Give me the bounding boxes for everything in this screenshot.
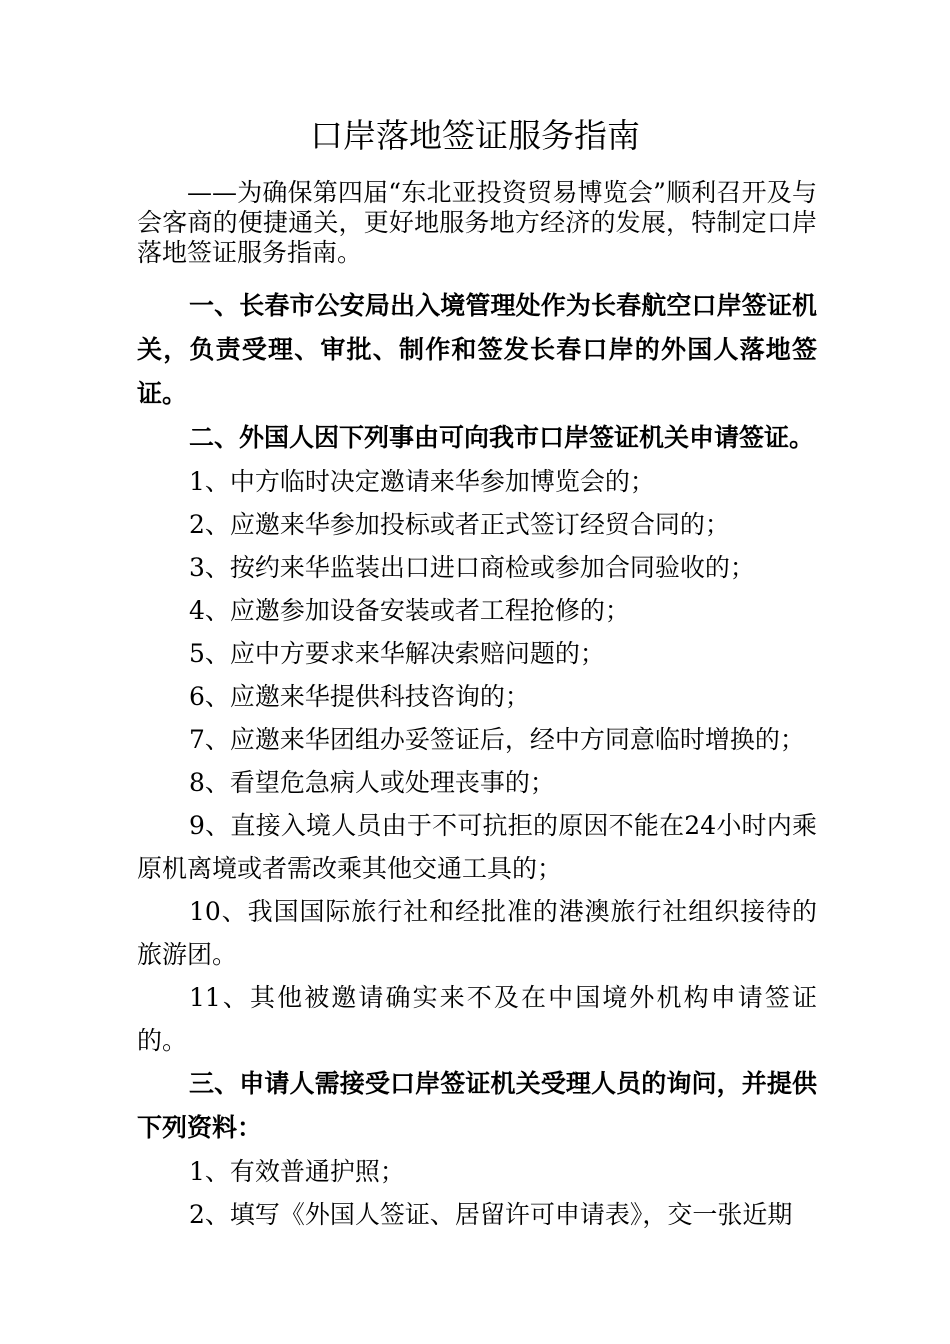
section-1-heading: 一、长春市公安局出入境管理处作为长春航空口岸签证机关，负责受理、审批、制作和签发长春口岸的外国人落地签证。 [137, 291, 817, 408]
list-item: 5、应中方要求来华解决索赔问题的； [189, 639, 605, 668]
document-title: 口岸落地签证服务指南 [310, 116, 640, 155]
section-2-heading: 二、外国人因下列事由可向我市口岸签证机关申请签证。 [189, 423, 815, 452]
list-item: 10、我国国际旅行社和经批准的港澳旅行社组织接待的旅游团。 [137, 897, 817, 969]
list-item: 3、按约来华监装出口进口商检或参加合同验收的； [189, 553, 755, 582]
list-item: 11、其他被邀请确实来不及在中国境外机构申请签证的。 [137, 983, 817, 1055]
list-item: 4、应邀参加设备安装或者工程抢修的； [189, 596, 630, 625]
list-item: 7、应邀来华团组办妥签证后，经中方同意临时增换的； [189, 725, 805, 754]
document-body [137, 284, 817, 1236]
list-item: 2、填写《外国人签证、居留许可申请表》，交一张近期 [189, 1200, 793, 1229]
list-item: 1、中方临时决定邀请来华参加博览会的； [189, 467, 655, 496]
section-3-heading: 三、申请人需接受口岸签证机关受理人员的询问，并提供下列资料： [137, 1069, 817, 1142]
list-item: 6、应邀来华提供科技咨询的； [189, 682, 530, 711]
list-item: 1、有效普通护照； [189, 1157, 405, 1186]
list-item: 9、直接入境人员由于不可抗拒的原因不能在24小时内乘原机离境或者需改乘其他交通工具的； [137, 811, 817, 883]
list-item: 2、应邀来华参加投标或者正式签订经贸合同的； [189, 510, 730, 539]
list-item: 8、看望危急病人或处理丧事的； [189, 768, 555, 797]
intro-paragraph: ——为确保第四届“东北亚投资贸易博览会”顺利召开及与会客商的便捷通关，更好地服务地方经济的发展，特制定口岸落地签证服务指南。 [137, 178, 817, 267]
